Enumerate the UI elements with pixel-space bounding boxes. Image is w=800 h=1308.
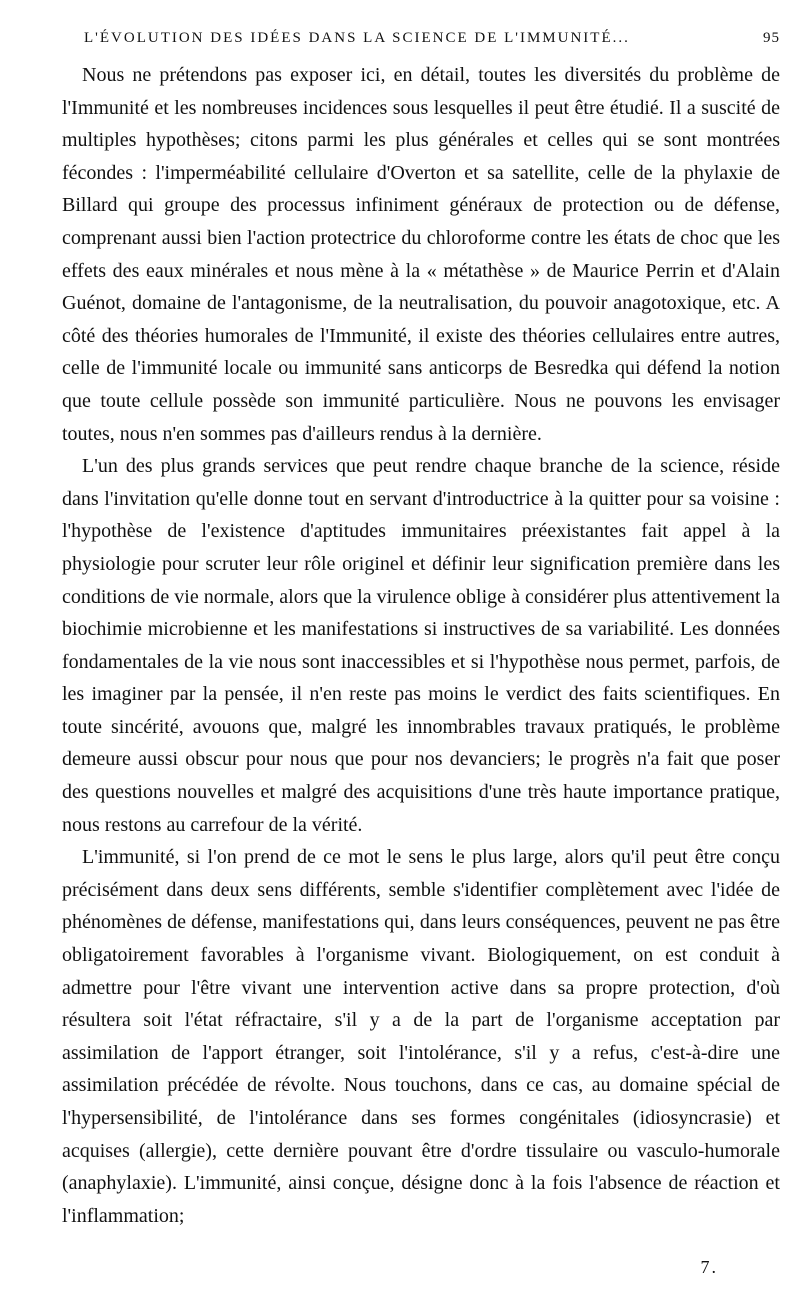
page-number: 95 [763, 30, 780, 46]
running-head [62, 30, 780, 47]
paragraph: Nous ne prétendons pas exposer ici, en détail, toutes les diversités du problème de l'Immunité et les nombreuses incidences sous lesquelles il peut être étudié. Il a suscité de multiples hypothèses; citons parmi les plus générales et celles qui se sont montrées fécondes : l'imperméabilité cellulaire d'Overton et sa satellite, celle de la phylaxie de Billard qui groupe des processus infiniment généraux de protection ou de défense, comprenant aussi bien l'action protectrice du chloroforme contre les états de choc que les effets des eaux minérales et nous mène à la « métathèse » de Maurice Perrin et d'Alain Guénot, domaine de l'antagonisme, de la neutralisation, du pouvoir anagotoxique, etc. A côté des théories humorales de l'Immunité, il existe des théories cellulaires entre autres, celle de l'immunité locale ou immunité sans anticorps de Besredka qui défend la notion que toute cellule possède son immunité particulière. Nous ne pouvons les envisager toutes, nous n'en sommes pas d'ailleurs rendus à la dernière. [62, 64, 780, 445]
body-text [62, 59, 780, 1232]
signature-mark: 7. [700, 1257, 718, 1277]
running-head-title: L'ÉVOLUTION DES IDÉES DANS LA SCIENCE DE L'IMMUNITÉ... [84, 30, 630, 46]
paragraph: L'un des plus grands services que peut rendre chaque branche de la science, réside dans l'invitation qu'elle donne tout en servant d'introductrice à la quitter pour sa voisine : l'hypothèse de l'existence d'aptitudes immunitaires préexistantes fait appel à la physiologie pour scruter leur rôle originel et définir leur signification première dans les conditions de vie normale, alors que la virulence oblige à considérer plus attentivement la biochimie microbienne et les manifestations si instructives de sa variabilité. Les données fondamentales de la vie nous sont inaccessibles et si l'hypothèse nous permet, parfois, de les imaginer par la pensée, il n'en reste pas moins le verdict des faits scientifiques. En toute sincérité, avouons que, malgré les innombrables travaux pratiqués, le problème demeure aussi obscur pour nous que pour nos devanciers; le progrès n'a fait que poser des questions nouvelles et malgré des acquisitions d'une très haute importance pratique, nous restons au carrefour de la vérité. [62, 455, 780, 836]
paragraph: L'immunité, si l'on prend de ce mot le sens le plus large, alors qu'il peut être conçu précisément dans deux sens différents, semble s'identifier complètement avec l'idée de phénomènes de défense, manifestations qui, dans leurs conséquences, peuvent ne pas être obligatoirement favorables à l'organisme vivant. Biologiquement, on est conduit à admettre pour l'être vivant une intervention active dans sa propre protection, d'où résultera soit l'état réfractaire, s'il y a de la part de l'organisme acceptation par assimilation de l'apport étranger, soit l'intolérance, s'il y a refus, c'est-à-dire une assimilation précédée de révolte. Nous touchons, dans ce cas, au domaine spécial de l'hypersensibilité, de l'intolérance dans ses formes congénitales (idiosyncrasie) et acquises (allergie), cette dernière pouvant être d'ordre tissulaire ou vasculo-humorale (anaphylaxie). L'immunité, ainsi conçue, désigne donc à la fois l'absence de réaction et l'inflammation; [62, 846, 780, 1227]
book-page [62, 30, 780, 1232]
